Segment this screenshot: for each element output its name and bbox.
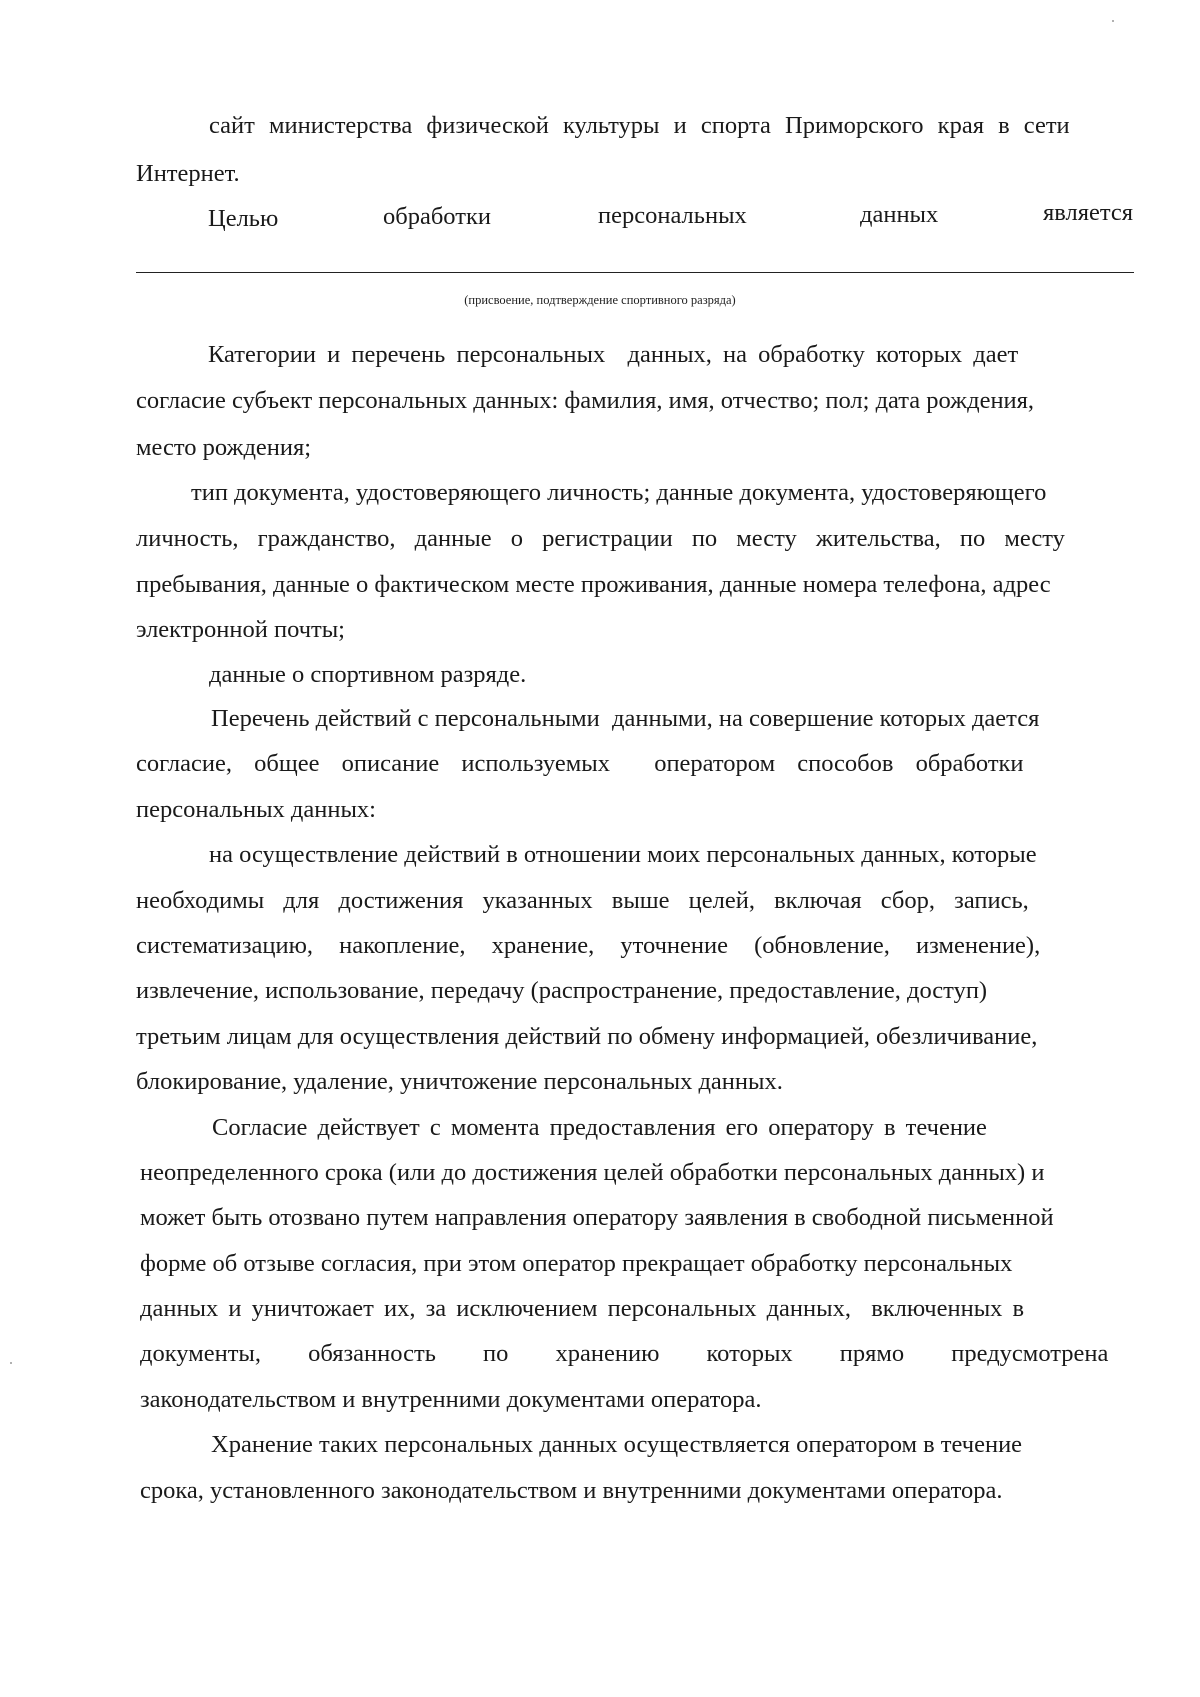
validity-line-7: законодательством и внутренними документами оператора.	[140, 1386, 762, 1413]
identity-line-1: тип документа, удостоверяющего личность; данные документа, удостоверяющего	[191, 479, 1047, 506]
identity-line-2: личность, гражданство, данные о регистрации по месту жительства, по месту	[136, 525, 1065, 552]
operations-line-6: блокирование, удаление, уничтожение персональных данных.	[136, 1068, 783, 1095]
intro-line-2: Интернет.	[136, 160, 240, 187]
operations-line-4: извлечение, использование, передачу (распространение, предоставление, доступ)	[136, 977, 988, 1004]
validity-line-2: неопределенного срока (или до достижения целей обработки персональных данных) и	[140, 1159, 1045, 1186]
scan-speck	[1112, 20, 1114, 22]
validity-line-3: может быть отозвано путем направления оператору заявления в свободной письменной	[140, 1204, 1054, 1231]
storage-line-2: срока, установленного законодательством и внутренними документами оператора.	[140, 1477, 1003, 1504]
categories-line-2: согласие субъект персональных данных: фамилия, имя, отчество; пол; дата рождения,	[136, 387, 1035, 414]
actions-line-3: персональных данных:	[136, 796, 376, 823]
operations-line-2: необходимы для достижения указанных выше целей, включая сбор, запись,	[136, 887, 1029, 914]
validity-line-5: данных и уничтожает их, за исключением персональных данных, включенных в	[140, 1295, 1025, 1322]
identity-line-4: электронной почты;	[136, 616, 345, 643]
actions-line-2: согласие, общее описание используемых оператором способов обработки	[136, 750, 1024, 777]
validity-line-4: форме об отзыве согласия, при этом оператор прекращает обработку персональных	[140, 1250, 1013, 1277]
scan-speck	[10, 1362, 12, 1364]
categories-line-3: место рождения;	[136, 434, 312, 461]
fill-in-line	[136, 272, 1134, 273]
operations-line-1: на осуществление действий в отношении моих персональных данных, которые	[209, 841, 1037, 868]
operations-line-3: систематизацию, накопление, хранение, уточнение (обновление, изменение),	[136, 932, 1041, 959]
purpose-word-2: обработки	[383, 203, 491, 230]
purpose-word-4: данных	[860, 201, 939, 228]
purpose-word-5: является	[1043, 199, 1134, 226]
purpose-word-1: Целью	[208, 205, 279, 232]
validity-line-1: Согласие действует с момента предоставления его оператору в течение	[212, 1114, 987, 1141]
operations-line-5: третьим лицам для осуществления действий по обмену информацией, обезличивание,	[136, 1023, 1038, 1050]
intro-line-1: сайт министерства физической культуры и спорта Приморского края в сети	[209, 112, 1070, 139]
sport-rank-line: данные о спортивном разряде.	[209, 661, 527, 688]
fill-in-caption: (присвоение, подтверждение спортивного разряда)	[464, 293, 736, 307]
actions-line-1: Перечень действий с персональными данными, на совершение которых дается	[211, 705, 1040, 732]
categories-line-1: Категории и перечень персональных данных, на обработку которых дает	[208, 341, 1019, 368]
identity-line-3: пребывания, данные о фактическом месте проживания, данные номера телефона, адрес	[136, 571, 1051, 598]
purpose-word-3: персональных	[598, 202, 747, 229]
validity-line-6: документы, обязанность по хранению которых прямо предусмотрена	[140, 1340, 1109, 1367]
storage-line-1: Хранение таких персональных данных осуществляется оператором в течение	[211, 1431, 1023, 1458]
